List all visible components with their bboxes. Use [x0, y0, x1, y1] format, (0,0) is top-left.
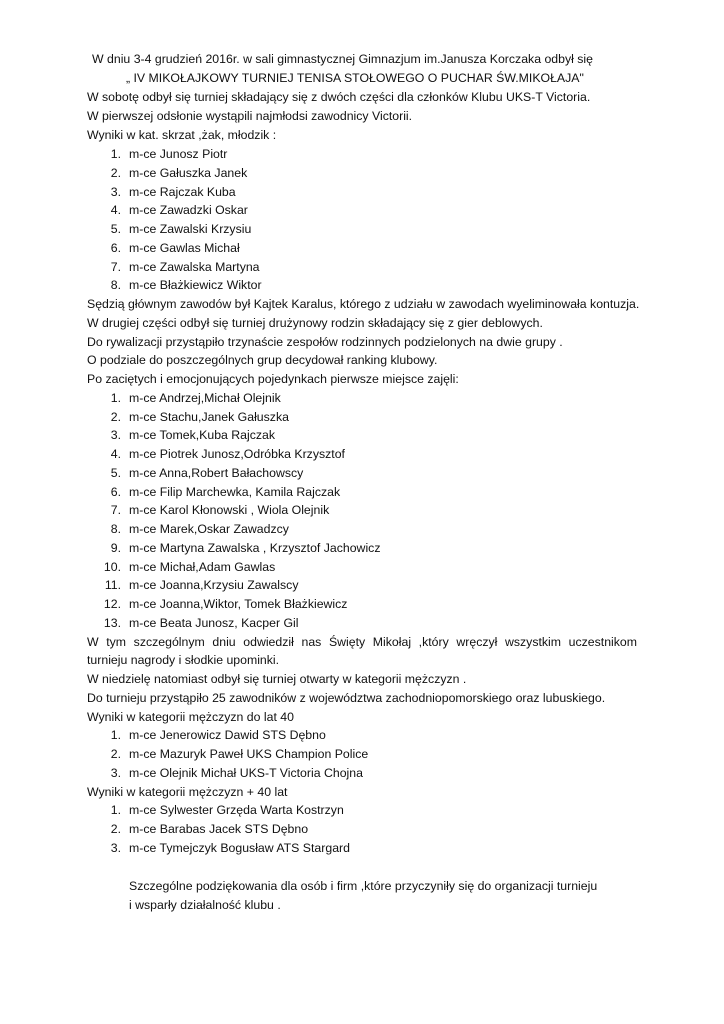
list-item: m-ce Martyna Zawalska , Krzysztof Jachowicz	[129, 541, 381, 555]
paragraph-line: O podziale do poszczególnych grup decydował ranking klubowy.	[87, 353, 438, 367]
list-number: 3.	[110, 766, 121, 780]
list-item: m-ce Junosz Piotr	[129, 147, 228, 161]
list-number: 12.	[103, 597, 121, 611]
list-item: m-ce Zawadzki Oskar	[129, 203, 248, 217]
list-item: m-ce Tomek,Kuba Rajczak	[129, 428, 276, 442]
list-item: m-ce Tymejczyk Bogusław ATS Stargard	[129, 841, 350, 855]
list-item: m-ce Zawalski Krzysiu	[129, 222, 252, 236]
list-number: 11.	[104, 578, 121, 592]
list-item: m-ce Marek,Oskar Zawadzcy	[129, 522, 289, 536]
list-number: 9.	[110, 541, 121, 555]
list-item: m-ce Jenerowicz Dawid STS Dębno	[129, 728, 326, 742]
list-number: 5.	[110, 466, 121, 480]
list-number: 1.	[110, 803, 121, 817]
list-number: 2.	[110, 747, 121, 761]
list-number: 6.	[110, 241, 121, 255]
list-item: m-ce Gawlas Michał	[129, 241, 240, 255]
list-number: 4.	[110, 203, 121, 217]
list-item: m-ce Anna,Robert Bałachowscy	[129, 466, 304, 480]
paragraph-line: turnieju nagrody i słodkie upominki.	[87, 653, 280, 667]
paragraph-line: Do rywalizacji przystąpiło trzynaście zespołów rodzinnych podzielonych na dwie grupy .	[87, 335, 563, 349]
list-number: 1.	[110, 147, 121, 161]
list-item: m-ce Sylwester Grzęda Warta Kostrzyn	[129, 803, 344, 817]
list-number: 8.	[110, 522, 121, 536]
list-number: 2.	[110, 822, 121, 836]
o40-results-heading: Wyniki w kategorii mężczyzn + 40 lat	[87, 785, 288, 799]
list-item: m-ce Andrzej,Michał Olejnik	[129, 391, 281, 405]
list-number: 7.	[110, 503, 121, 517]
paragraph-line: W drugiej części odbył się turniej drużynowy rodzin składający się z gier deblowych.	[87, 316, 543, 330]
tournament-title: „ IV MIKOŁAJKOWY TURNIEJ TENISA STOŁOWEGO O PUCHAR ŚW.MIKOŁAJA"	[126, 71, 584, 85]
list-item: m-ce Filip Marchewka, Kamila Rajczak	[129, 485, 341, 499]
list-number: 3.	[110, 185, 121, 199]
list-item: m-ce Michał,Adam Gawlas	[129, 560, 276, 574]
list-item: m-ce Joanna,Krzysiu Zawalscy	[129, 578, 299, 592]
thanks-line: Szczególne podziękowania dla osób i firm ,które przyczyniły się do organizacji turnieju	[129, 879, 598, 893]
list-number: 1.	[110, 728, 121, 742]
youth-results-heading: Wyniki w kat. skrzat ,żak, młodzik :	[87, 128, 277, 142]
list-item: m-ce Mazuryk Paweł UKS Champion Police	[129, 747, 369, 761]
list-number: 10.	[103, 560, 121, 574]
list-item: m-ce Stachu,Janek Gałuszka	[129, 410, 289, 424]
list-item: m-ce Joanna,Wiktor, Tomek Błażkiewicz	[129, 597, 348, 611]
intro-line: W pierwszej odsłonie wystąpili najmłodsi zawodnicy Victorii.	[87, 109, 413, 123]
family-results-heading: Po zaciętych i emocjonujących pojedynkach pierwsze miejsce zajęli:	[87, 372, 459, 386]
list-item: m-ce Rajczak Kuba	[129, 185, 236, 199]
list-number: 5.	[110, 222, 121, 236]
list-item: m-ce Gałuszka Janek	[129, 166, 248, 180]
paragraph-line: Sędzią głównym zawodów był Kajtek Karalus, którego z udziału w zawodach wyeliminowała kontuzja.	[87, 297, 640, 311]
list-item: m-ce Zawalska Martyna	[129, 260, 260, 274]
list-number: 6.	[110, 485, 121, 499]
list-number: 2.	[110, 410, 121, 424]
list-number: 4.	[110, 447, 121, 461]
list-item: m-ce Beata Junosz, Kacper Gil	[129, 616, 299, 630]
list-number: 3.	[110, 841, 121, 855]
thanks-line: i wsparły działalność klubu .	[129, 898, 281, 912]
list-item: m-ce Barabas Jacek STS Dębno	[129, 822, 309, 836]
paragraph-line: W niedzielę natomiast odbył się turniej otwarty w kategorii mężczyzn .	[87, 672, 467, 686]
paragraph-line: Do turnieju przystąpiło 25 zawodników z województwa zachodniopomorskiego oraz lubuskiego.	[87, 691, 606, 705]
list-number: 7.	[110, 260, 121, 274]
list-number: 8.	[110, 278, 121, 292]
intro-line: W sobotę odbył się turniej składający się z dwóch części dla członków Klubu UKS-T Victoria.	[87, 90, 591, 104]
list-number: 13.	[103, 616, 121, 630]
list-number: 1.	[110, 391, 121, 405]
list-number: 3.	[110, 428, 121, 442]
list-item: m-ce Olejnik Michał UKS-T Victoria Chojna	[129, 766, 363, 780]
u40-results-heading: Wyniki w kategorii mężczyzn do lat 40	[87, 710, 294, 724]
list-item: m-ce Karol Kłonowski , Wiola Olejnik	[129, 503, 330, 517]
intro-line: W dniu 3-4 grudzień 2016r. w sali gimnastycznej Gimnazjum im.Janusza Korczaka odbył się	[92, 52, 593, 66]
list-number: 2.	[110, 166, 121, 180]
paragraph-line: W tym szczególnym dniu odwiedził nas Święty Mikołaj ,który wręczył wszystkim uczestnikom	[87, 635, 637, 649]
list-item: m-ce Piotrek Junosz,Odróbka Krzysztof	[129, 447, 345, 461]
list-item: m-ce Błażkiewicz Wiktor	[129, 278, 262, 292]
